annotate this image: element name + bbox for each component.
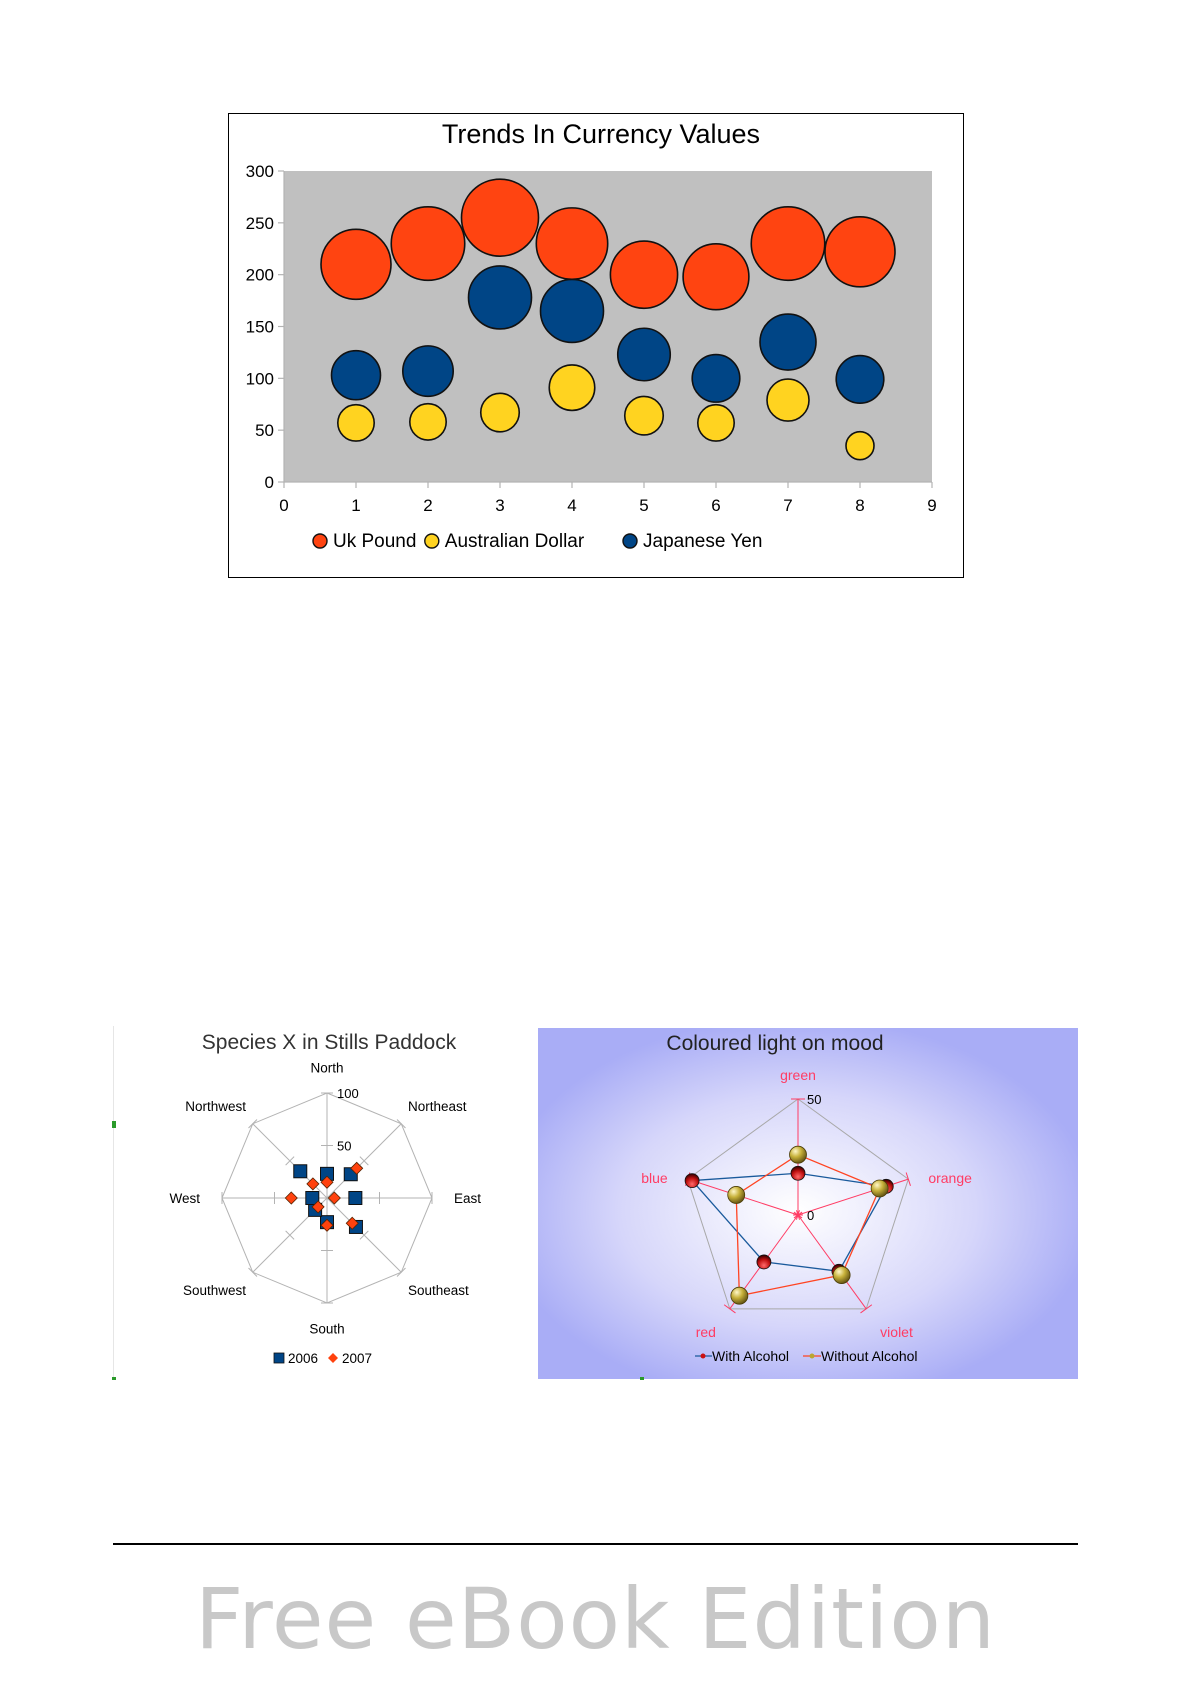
legend-label: 2006 [288,1351,319,1366]
x-tick-label: 7 [783,496,793,515]
bubble-australian-dollar [698,405,734,441]
y-tick-label: 100 [245,369,274,389]
selection-handle [112,1377,116,1380]
y-tick-label: 150 [245,317,274,337]
legend-swatch [274,1353,284,1363]
radar-chart-title: Coloured light on mood [666,1032,884,1055]
radar-point-0 [791,1166,805,1180]
polar-r-tick-label: 100 [337,1086,359,1101]
bubble-australian-dollar [410,404,446,440]
bubble-uk-pound [536,208,607,279]
x-tick-label: 9 [927,496,937,515]
radar-point-1 [728,1186,745,1203]
radar-category-label: orange [928,1170,972,1187]
polar-point-2006 [349,1192,362,1205]
polar-chart-title: Species X in Stills Paddock [201,1031,457,1054]
radar-category-label: blue [641,1170,668,1187]
y-tick-label: 200 [245,265,274,285]
radar-category-label: green [780,1067,816,1083]
bubble-uk-pound [610,241,677,308]
selection-handle [112,1121,116,1128]
x-tick-label: 0 [279,496,289,515]
x-tick-label: 6 [711,496,721,515]
bubble-australian-dollar [846,432,874,460]
radar-r-tick-label: 50 [807,1092,822,1107]
bubble-australian-dollar [549,365,595,411]
bubble-legend [313,531,762,552]
x-tick-label: 5 [639,496,649,515]
bubble-japanese-yen [541,279,604,342]
polar-category-label: North [310,1060,344,1076]
bubble-australian-dollar [481,393,520,432]
bubble-japanese-yen [618,328,671,381]
legend-label: Without Alcohol [821,1348,918,1364]
polar-category-label: East [453,1191,481,1206]
x-tick-label: 8 [855,496,865,515]
x-tick-label: 4 [567,496,577,515]
polar-point-2006 [294,1165,307,1178]
radar-point-1 [790,1146,807,1163]
species-polar-chart [113,1026,531,1380]
polar-category-label: Northeast [407,1098,467,1114]
radar-r-tick-label: 0 [807,1208,815,1223]
bubble-uk-pound [825,217,895,287]
legend-swatch [623,534,637,548]
y-tick-label: 250 [245,213,274,233]
y-tick-label: 0 [264,473,274,492]
legend-swatch [313,534,327,548]
bubble-chart-title: Trends In Currency Values [441,119,761,149]
legend-label: Australian Dollar [444,531,585,552]
bubble-uk-pound [391,207,465,280]
bubble-japanese-yen [403,346,453,396]
bubble-japanese-yen [692,355,740,403]
radar-category-label: violet [880,1323,913,1340]
mood-radar-chart [538,1028,1078,1379]
bubble-australian-dollar [338,405,374,441]
radar-point-0 [757,1255,771,1269]
bubble-uk-pound [321,229,391,299]
legend-swatch [810,1354,815,1359]
bubble-uk-pound [462,179,539,256]
legend-label: 2007 [342,1351,373,1366]
bubble-plot-area [284,171,932,482]
legend-label: With Alcohol [712,1348,790,1364]
polar-category-label: West [169,1191,201,1206]
y-tick-label: 300 [245,162,274,181]
radar-point-1 [871,1180,888,1197]
bubble-australian-dollar [625,396,664,435]
x-tick-label: 3 [495,496,505,515]
polar-category-label: Southwest [182,1283,247,1299]
watermark-text: Free eBook Edition [194,1570,997,1668]
bubble-uk-pound [751,207,825,280]
bubble-japanese-yen [836,356,884,404]
legend-swatch [701,1354,706,1359]
x-tick-label: 2 [423,496,433,515]
legend-swatch [425,534,439,548]
legend-label: Uk Pound [333,531,417,552]
polar-category-label: Northwest [185,1098,247,1114]
radar-point-1 [731,1287,748,1304]
bubble-australian-dollar [767,379,809,421]
bubble-japanese-yen [332,351,381,400]
bubble-japanese-yen [469,266,532,329]
bubble-japanese-yen [760,314,816,370]
polar-category-label: South [309,1321,345,1337]
footer-rule [113,1543,1078,1545]
bubble-uk-pound [683,244,749,310]
y-tick-label: 50 [255,421,274,441]
polar-r-tick-label: 50 [337,1138,352,1154]
radar-category-label: red [695,1323,716,1340]
legend-label: Japanese Yen [643,531,763,552]
radar-point-1 [833,1267,850,1284]
currency-bubble-chart [228,113,964,578]
polar-category-label: Southeast [407,1283,469,1299]
radar-point-0 [685,1174,699,1188]
x-tick-label: 1 [351,496,361,515]
selection-handle [640,1377,644,1380]
